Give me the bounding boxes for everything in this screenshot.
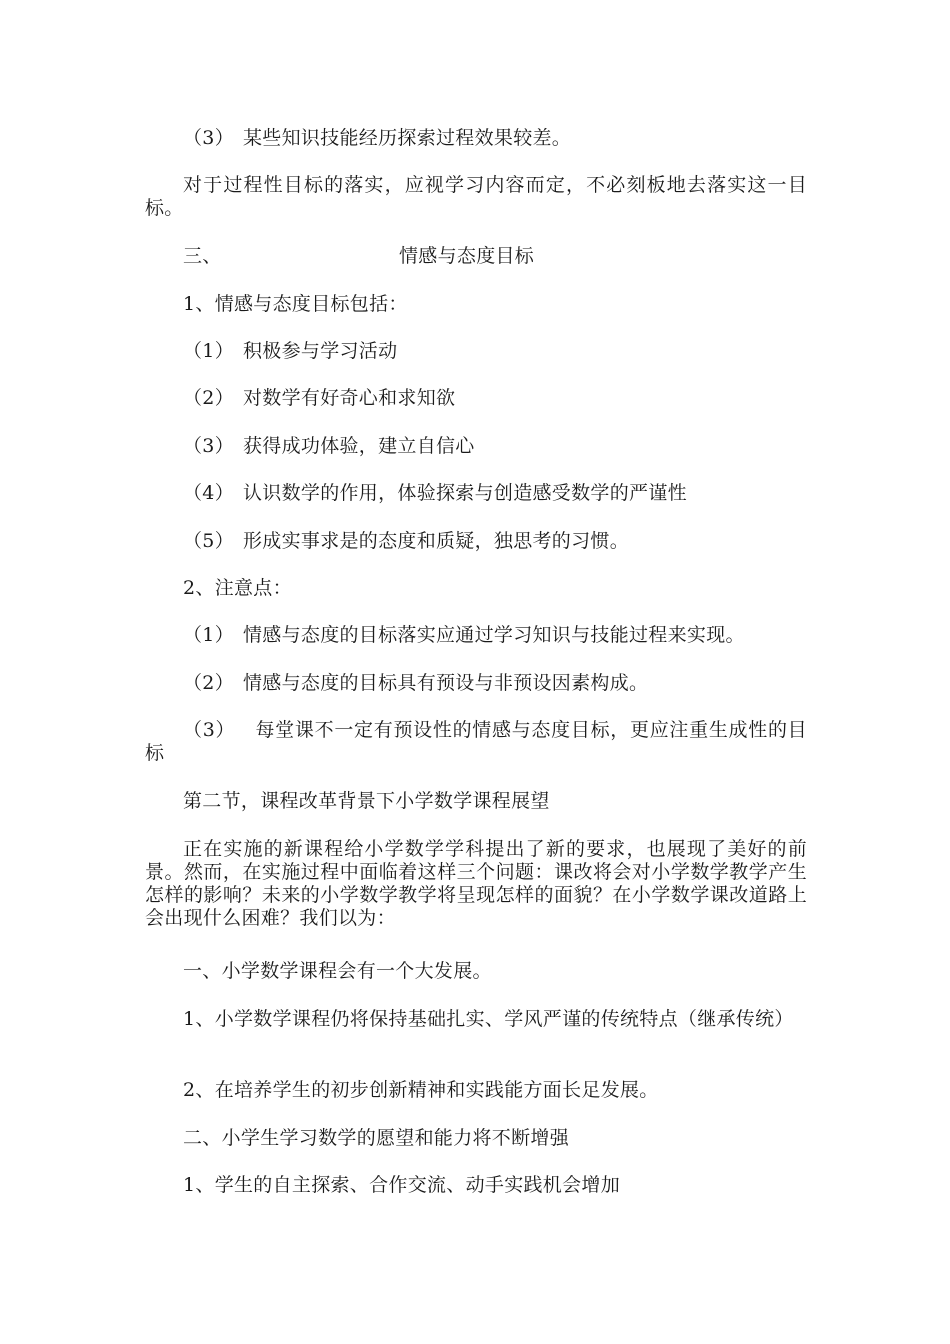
section-heading: 一、小学数学课程会有一个大发展。: [183, 960, 492, 982]
list-item: [183, 435, 807, 458]
section-title: 情感与态度目标: [399, 245, 535, 267]
item-number: （3）: [183, 435, 234, 457]
section-heading: 第二节，课程改革背景下小学数学课程展望: [183, 790, 550, 812]
paragraph: 1、小学数学课程仍将保持基础扎实、学风严谨的传统特点（继承传统）: [183, 1008, 794, 1030]
list-item: [183, 672, 807, 695]
item-number: （3）: [183, 127, 234, 149]
item-number: （1）: [183, 340, 234, 362]
item-text: 形成实事求是的态度和质疑，独思考的习惯。: [243, 530, 630, 552]
item-number: （4）: [183, 482, 234, 504]
item-number: （5）: [183, 530, 234, 552]
paragraph: 对于过程性目标的落实，应视学习内容而定，不必刻板地去落实这一目标。: [145, 174, 807, 219]
item-text: 认识数学的作用，体验探索与创造感受数学的严谨性: [243, 482, 687, 504]
list-item: [183, 387, 807, 410]
item-number: （2）: [183, 387, 234, 409]
list-item: [183, 624, 807, 647]
paragraph-line: 2、在培养学生的初步创新精神和实践能方面长足发展。: [183, 1079, 659, 1101]
item-number: （1）: [183, 624, 234, 646]
list-item: [183, 530, 807, 553]
item-text: 情感与态度的目标落实应通过学习知识与技能过程来实现。: [243, 624, 745, 646]
item-text: 获得成功体验，建立自信心: [243, 435, 475, 457]
section-number: 三、: [183, 245, 222, 267]
subheading: 2、注意点：: [183, 577, 292, 599]
item-text: 情感与态度的目标具有预设与非预设因素构成。: [243, 672, 649, 694]
list-item: [183, 340, 807, 363]
item-text: 对数学有好奇心和求知欲: [243, 387, 456, 409]
paragraph-line: 1、学生的自主探索、合作交流、动手实践机会增加: [183, 1174, 620, 1196]
paragraph: 正在实施的新课程给小学数学学科提出了新的要求，也展现了美好的前景。然而，在实施过程中面临着这样三个问题：课改将会对小学数学教学产生怎样的影响？未来的小学数学教学将呈现怎样的面貌？在小学数学课改道路上会出现什么困难？我们以为：: [145, 838, 807, 929]
paragraph: （3） 每堂课不一定有预设性的情感与态度目标，更应注重生成性的目标: [145, 719, 807, 764]
section-heading: [183, 245, 807, 268]
list-item: [183, 127, 807, 150]
item-text: 积极参与学习活动: [243, 340, 398, 362]
item-number: （2）: [183, 672, 234, 694]
item-text: 某些知识技能经历探索过程效果较差。: [243, 127, 572, 149]
section-heading: 二、小学生学习数学的愿望和能力将不断增强: [183, 1127, 570, 1149]
subheading: 1、情感与态度目标包括：: [183, 293, 408, 315]
list-item: [183, 482, 807, 505]
